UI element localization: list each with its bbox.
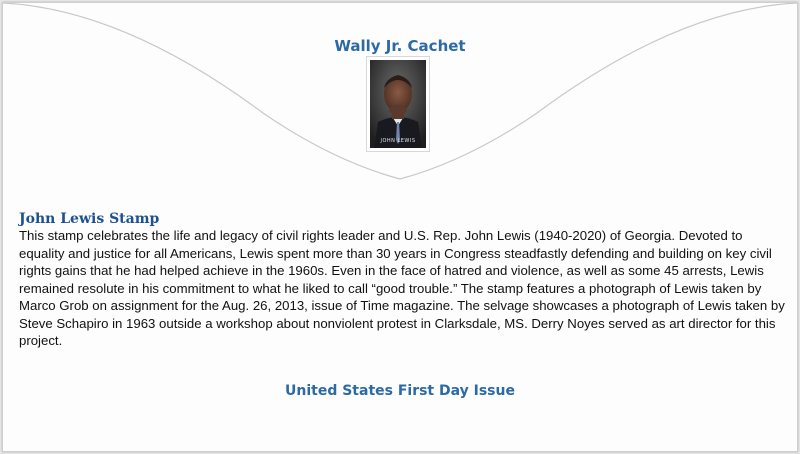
- article-heading: John Lewis Stamp: [19, 211, 160, 227]
- first-day-issue-title: United States First Day Issue: [285, 383, 515, 399]
- article-body: This stamp celebrates the life and legacy of civil rights leader and U.S. Rep. John Lewis (1940-2020) of Georgia. Devoted to equality and justice for all Americans, Lewis spent more than 30 years in Congress steadfastly defending and building on key civil rights gains that he had helped achieve in the 1960s. Even in the face of hatred and violence, as well as some 45 arrests, Lewis remained resolute in his commitment to what he liked to call “good trouble.” The stamp features a photograph of Lewis taken by Marco Grob on assignment for the Aug. 26, 2013, issue of Time magazine. The selvage showcases a photograph of Lewis taken by Steve Schapiro in 1963 outside a workshop about nonviolent protest in Clarksdale, MS. Derry Noyes served as art director for this project.: [19, 228, 785, 348]
- envelope-back: [2, 2, 798, 452]
- cachet-title: Wally Jr. Cachet: [334, 37, 466, 55]
- john-lewis-stamp: [367, 57, 429, 151]
- stamp-caption: JOHN LEWIS: [380, 138, 416, 144]
- portrait-icon: [370, 60, 426, 148]
- stamp-portrait: [370, 60, 426, 148]
